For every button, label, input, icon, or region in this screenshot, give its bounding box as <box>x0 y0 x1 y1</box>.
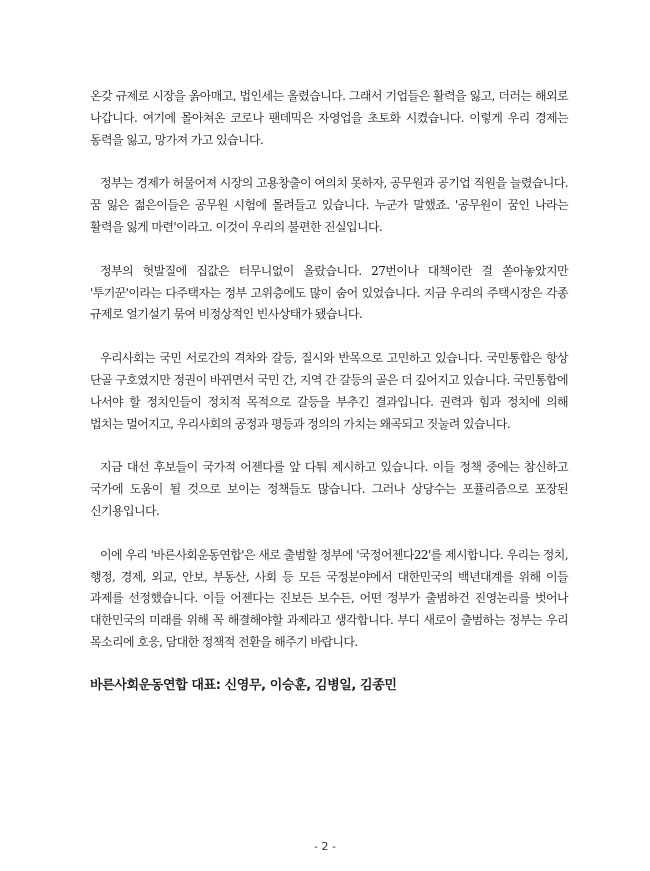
paragraph-national-unity: 우리사회는 국민 서로간의 격차와 갈등, 질시와 반목으로 고민하고 있습니다. 국민통합은 항상 단골 구호였지만 정권이 바뀌면서 국민 간, 지역 간 갈등의 골은 더 깊어지고 있습니다. 국민통합에 나서야 할 정치인들이 정치적 목적으로 갈등을 부추긴 결과입니다. 권력과 힘과 정치에 의해 법치는 멀어지고, 우리사회의 공정과 평등과 정의의 가치는 왜곡되고 짓눌려 있습니다. <box>90 351 568 431</box>
paragraph-housing: 정부의 헛발질에 집값은 터무니없이 올랐습니다. 27번이나 대책이란 걸 쏟아놓았지만 '투기꾼'이라는 다주택자는 정부 고위층에도 많이 숨어 있었습니다. 지금 우리의 주택시장은 각종 규제로 얼기설기 묶여 비정상적인 빈사상태가 됐습니다. <box>90 263 568 322</box>
paragraph-agenda: 이에 우리 '바른사회운동연합'은 새로 출범할 정부에 '국정어젠다22'를 제시합니다. 우리는 정치, 행정, 경제, 외교, 안보, 부동산, 사회 등 모든 국정분야에서 대한민국의 백년대계를 위해 이들 과제를 선정했습니다. 이들 어젠다는 진보든 보수든, 어떤 정부가 출범하건 진영논리를 벗어나 대한민국의 미래를 위해 꼭 해결해야할 과제라고 생각합니다. 부디 새로이 출범하는 정부는 우리 목소리에 호응, 담대한 정책적 전환을 해주기 바랍니다. <box>90 547 568 649</box>
paragraph-public-employment: 정부는 경제가 허물어져 시장의 고용창출이 여의치 못하자, 공무원과 공기업 직원을 늘렸습니다. 꿈 잃은 젊은이들은 공무원 시험에 몰려들고 있습니다. 누군가 말했죠. '공무원이 꿈인 나라는 활력을 잃게 마련'이라고. 이것이 우리의 불편한 진실입니다. <box>90 176 568 234</box>
document-body <box>90 86 568 696</box>
signature-line: 바른사회운동연합 대표: 신영무, 이승훈, 김병일, 김종민 <box>90 677 397 693</box>
page-number: - 2 - <box>314 840 336 853</box>
paragraph-candidates: 지금 대선 후보들이 국가적 어젠다를 앞 다퉈 제시하고 있습니다. 이들 정책 중에는 참신하고 국가에 도움이 될 것으로 보이는 정책들도 많습니다. 그러나 상당수는 포퓰리즘으로 포장된 신기용입니다. <box>90 460 568 518</box>
paragraph-economy: 온갖 규제로 시장을 옭아매고, 법인세는 올렸습니다. 그래서 기업들은 활력을 잃고, 더러는 해외로 나갑니다. 여기에 몰아쳐온 코로나 팬데믹은 자영업을 초토화 시켰습니다. 이렇게 우리 경제는 동력을 잃고, 망가져 가고 있습니다. <box>90 89 568 147</box>
